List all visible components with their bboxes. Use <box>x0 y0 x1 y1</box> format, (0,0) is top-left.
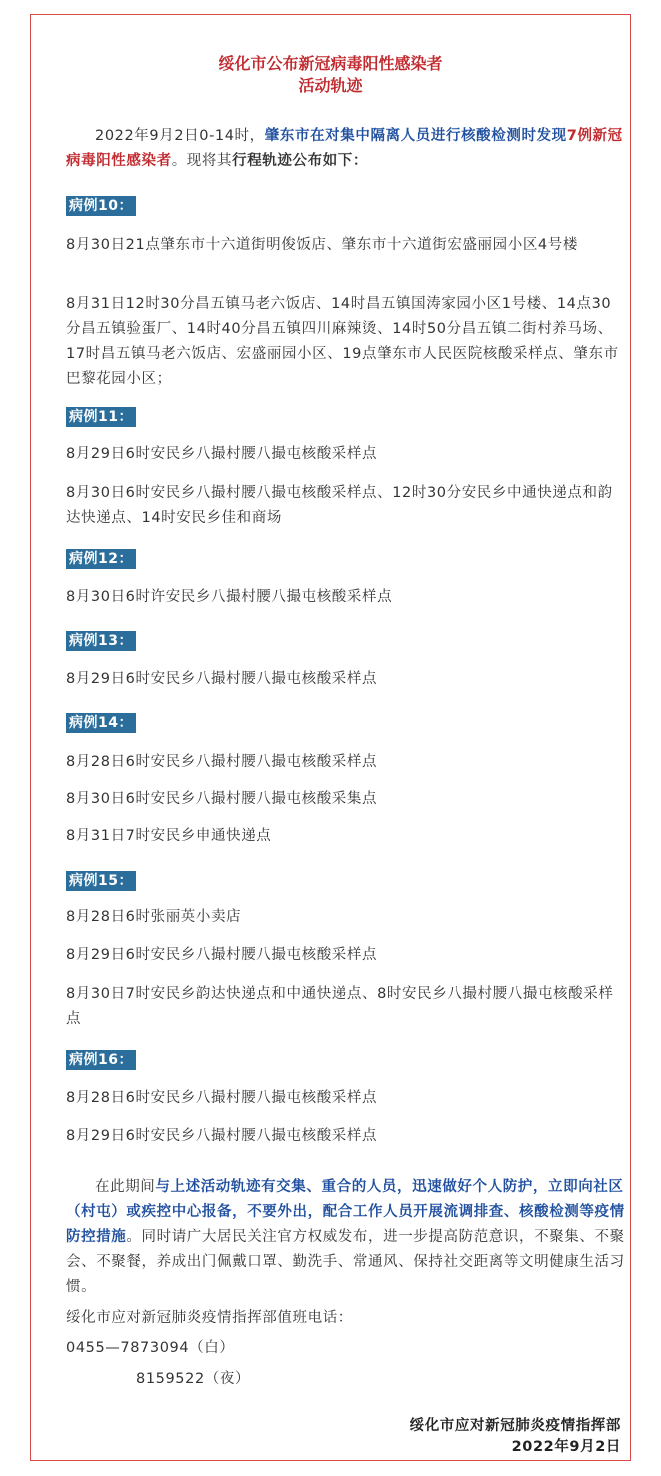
contact-phone-day: 0455—7873094（白） <box>66 1340 235 1356</box>
case-label: 病例16： <box>66 1050 136 1070</box>
case-entry: 8月30日6时许安民乡八撮村腰八撮屯核酸采样点 <box>66 589 393 605</box>
case-label: 病例13： <box>66 631 136 651</box>
case-label: 病例10： <box>66 196 136 216</box>
case-entry: 8月28日6时安民乡八撮村腰八撮屯核酸采样点 <box>66 1090 378 1106</box>
case-entry: 8月31日7时安民乡申通快递点 <box>66 828 272 844</box>
case-entry: 8月28日6时张丽英小卖店 <box>66 909 242 925</box>
intro-count: 7例新冠病毒阳性感染者 <box>66 128 623 169</box>
signature-org: 绥化市应对新冠肺炎疫情指挥部 <box>409 1418 621 1434</box>
case-entry: 8月29日6时安民乡八撮村腰八撮屯核酸采样点 <box>66 1128 378 1144</box>
case-entry: 8月29日6时安民乡八撮村腰八撮屯核酸采样点 <box>66 947 378 963</box>
case-label: 病例11： <box>66 407 136 427</box>
case-entry: 8月30日6时安民乡八撮村腰八撮屯核酸采集点 <box>66 791 378 807</box>
case-entry: 8月31日12时30分昌五镇马老六饭店、14时昌五镇国涛家园小区1号楼、14点30分昌五镇验蛋厂、14时40分昌五镇四川麻辣烫、14时50分昌五镇二街村养马场、17时昌五镇马老六饭店、宏盛丽园小区、19点肇东市人民医院核酸采样点、肇东市巴黎花园小区； <box>66 296 619 387</box>
notice-intro: 在此期间 <box>95 1179 156 1195</box>
intro-highlight: 肇东市在对集中隔离人员进行核酸检测时发现 <box>264 128 567 144</box>
contact-phone-night: 8159522（夜） <box>136 1371 251 1387</box>
intro-paragraph <box>66 124 626 174</box>
case-label: 病例14： <box>66 713 136 733</box>
article-subtitle: 活动轨迹 <box>298 76 363 95</box>
case-entry: 8月29日6时安民乡八撮村腰八撮屯核酸采样点 <box>66 446 378 462</box>
case-label: 病例15： <box>66 871 136 891</box>
case-entry: 8月29日6时安民乡八撮村腰八撮屯核酸采样点 <box>66 671 378 687</box>
intro-text: 。现将其 <box>171 153 233 169</box>
notice-highlight: 与上述活动轨迹有交集、重合的人员，迅速做好个人防护，立即向社区（村屯）或疾控中心报备，不要外出，配合工作人员开展流调排查、核酸检测等疫情防控措施 <box>66 1179 625 1245</box>
intro-date: 2022年9月2日0-14时， <box>95 128 265 144</box>
case-label: 病例12： <box>66 549 136 569</box>
case-entry: 8月30日6时安民乡八撮村腰八撮屯核酸采样点、12时30分安民乡中通快递点和韵达快递点、14时安民乡佳和商场 <box>66 485 613 526</box>
case-entry: 8月30日7时安民乡韵达快递点和中通快递点、8时安民乡八撮村腰八撮屯核酸采样点 <box>66 986 614 1027</box>
article-title: 绥化市公布新冠病毒阳性感染者 <box>218 54 443 73</box>
contact-label: 绥化市应对新冠肺炎疫情指挥部值班电话： <box>66 1310 353 1326</box>
case-entry: 8月30日21点肇东市十六道街明俊饭店、肇东市十六道街宏盛丽园小区4号楼 <box>66 237 578 253</box>
case-entry: 8月28日6时安民乡八撮村腰八撮屯核酸采样点 <box>66 754 378 770</box>
signature-date: 2022年9月2日 <box>511 1439 621 1455</box>
notice-text: 。同时请广大居民关注官方权威发布，进一步提高防范意识，不聚集、不聚会、不聚餐，养成出门佩戴口罩、勤洗手、常通风、保持社交距离等文明健康生活习惯。 <box>66 1229 625 1295</box>
notice-paragraph <box>66 1175 626 1300</box>
intro-trajectory: 行程轨迹公布如下： <box>232 153 369 169</box>
